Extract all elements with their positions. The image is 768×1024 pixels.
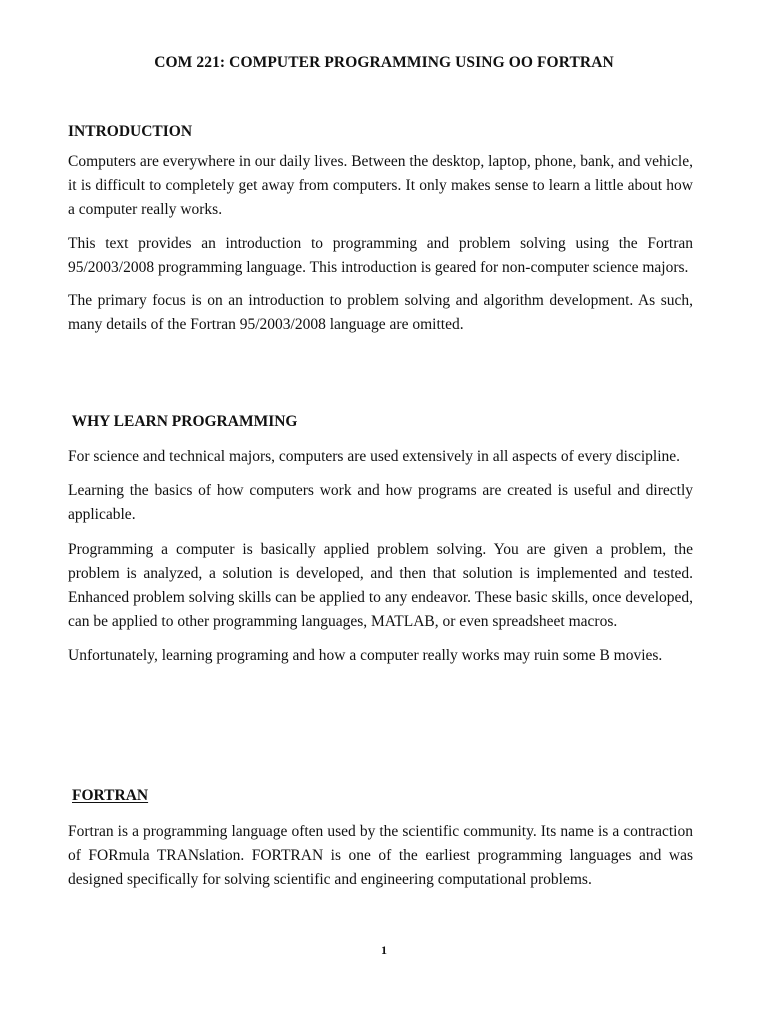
section-heading [68,786,693,806]
paragraph: This text provides an introduction to programming and problem solving using the Fortran 95/2003/2008 programming language. This introduction is geared for non-computer science majors. [68,234,693,276]
paragraph: Learning the basics of how computers work and how programs are created is useful and directly applicable. [68,482,693,524]
paragraph: For science and technical majors, computers are used extensively in all aspects of every discipline. [68,448,681,465]
page-number: 1 [381,943,387,957]
section-heading-text: FORTRAN [72,787,149,804]
paragraph: Programming a computer is basically applied problem solving. You are given a problem, the problem is analyzed, a solution is developed, and then that solution is implemented and tested. Enhanced problem solving skills can be applied to any endeavor. These basic skills, once developed, can be applied to other programming languages, MATLAB, or even spreadsheet macros. [68,540,693,631]
section-introduction [68,122,693,337]
paragraph: Unfortunately, learning programing and how a computer really works may ruin some B movies. [68,647,663,665]
section-heading: INTRODUCTION [68,123,193,140]
section-fortran [68,786,693,893]
paragraph: The primary focus is on an introduction to problem solving and algorithm development. As such, many details of the Fortran 95/2003/2008 language are omitted. [68,292,693,334]
paragraph: Computers are everywhere in our daily lives. Between the desktop, laptop, phone, bank, and vehicle, it is difficult to completely get away from computers. It only makes sense to learn a little about how a computer really works. [68,153,693,219]
section-why-learn-programming [68,412,693,669]
document-title: COM 221: COMPUTER PROGRAMMING USING OO FORTRAN [154,54,614,71]
paragraph: Fortran is a programming language often used by the scientific community. Its name is a contraction of FORmula TRANslation. FORTRAN is one of the earliest programming languages and was designed specifically for solving scientific and engineering computational problems. [68,823,693,889]
section-heading: WHY LEARN PROGRAMMING [68,413,298,430]
